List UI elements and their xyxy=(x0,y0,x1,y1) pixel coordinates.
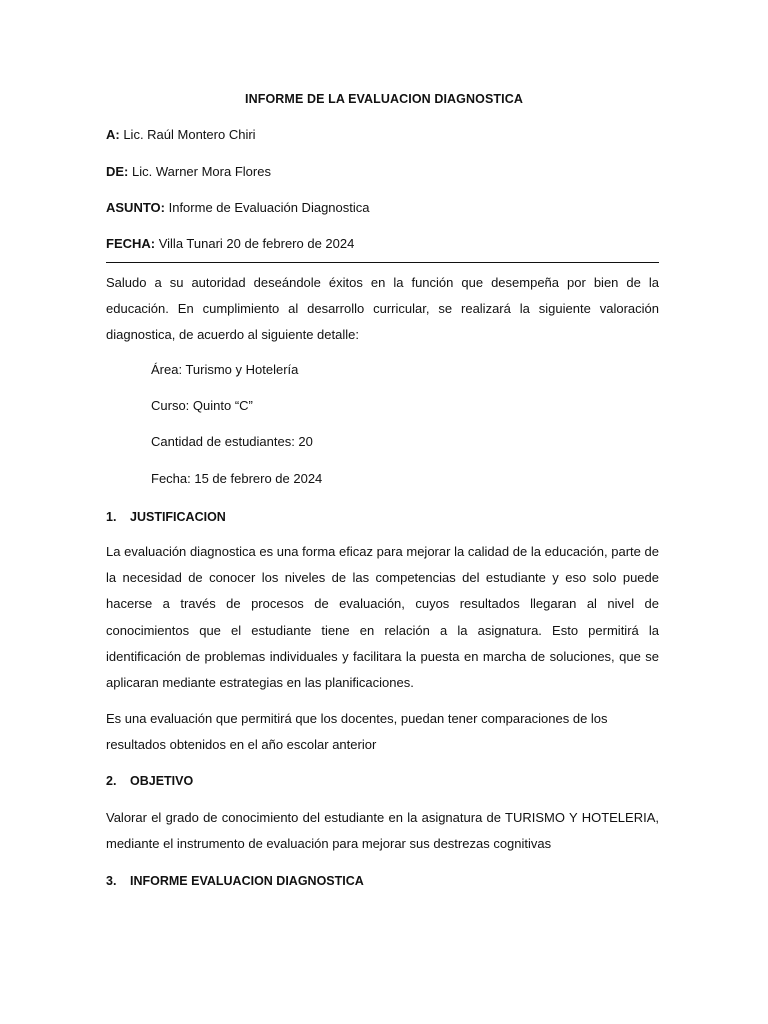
header-sender xyxy=(106,164,271,180)
detail-course: Curso: Quinto “C” xyxy=(151,398,253,413)
sender-label: DE: xyxy=(106,164,129,179)
objective-paragraph: Valorar el grado de conocimiento del estudiante en la asignatura de TURISMO Y HOTELERIA, mediante el instrumento de evaluación para mejorar sus destrezas cognitivas xyxy=(106,810,659,852)
subject-value: Informe de Evaluación Diagnostica xyxy=(164,200,370,215)
detail-area: Área: Turismo y Hotelería xyxy=(151,362,299,377)
section-title: INFORME EVALUACION DIAGNOSTICA xyxy=(130,874,364,888)
section-number: 2. xyxy=(106,774,117,788)
subject-label: ASUNTO: xyxy=(106,200,165,215)
document-title: INFORME DE LA EVALUACION DIAGNOSTICA xyxy=(245,92,523,106)
section-heading-report xyxy=(106,873,364,889)
justification-paragraph-2: Es una evaluación que permitirá que los docentes, puedan tener comparaciones de los resultados obtenidos en el año escolar anterior xyxy=(106,711,608,753)
section-title: OBJETIVO xyxy=(130,774,194,788)
intro-paragraph: Saludo a su autoridad deseándole éxitos en la función que desempeña por bien de la educación. En cumplimiento al desarrollo curricular, se realizará la siguiente valoración diagnostica, de acuerdo al siguiente detalle: xyxy=(106,275,659,343)
detail-student-count: Cantidad de estudiantes: 20 xyxy=(151,434,313,449)
section-heading-justification xyxy=(106,509,226,525)
header-date xyxy=(106,236,354,252)
justification-paragraph-1: La evaluación diagnostica es una forma eficaz para mejorar la calidad de la educación, parte de la necesidad de conocer los niveles de las competencias del estudiante y eso solo puede hacerse a través de procesos de evaluación, cuyos resultados llegaran al nivel de conocimientos que el estudiante tiene en relación a la asignatura. Esto permitirá la identificación de problemas individuales y facilitara la puesta en marcha de soluciones, que se aplicaran mediante estrategias en las planificaciones. xyxy=(106,544,659,691)
header-divider xyxy=(106,262,659,263)
date-label: FECHA: xyxy=(106,236,156,251)
date-value: Villa Tunari 20 de febrero de 2024 xyxy=(155,236,355,251)
section-number: 3. xyxy=(106,874,117,888)
recipient-value: Lic. Raúl Montero Chiri xyxy=(119,127,256,142)
sender-value: Lic. Warner Mora Flores xyxy=(128,164,271,179)
detail-date: Fecha: 15 de febrero de 2024 xyxy=(151,471,323,486)
section-heading-objective xyxy=(106,773,193,789)
header-recipient xyxy=(106,127,256,143)
section-number: 1. xyxy=(106,510,117,524)
section-title: JUSTIFICACION xyxy=(130,510,226,524)
recipient-label: A: xyxy=(106,127,120,142)
header-subject xyxy=(106,200,370,216)
